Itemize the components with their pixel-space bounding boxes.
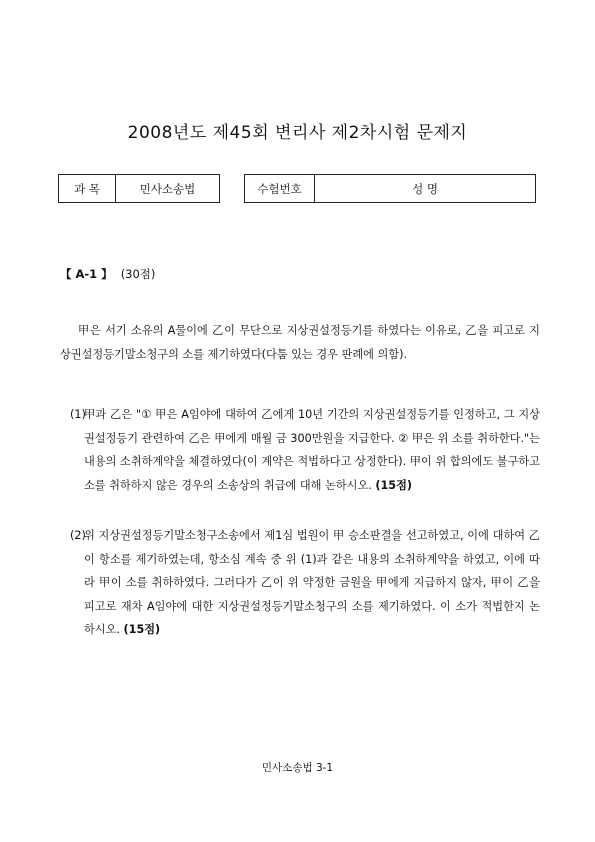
exam-number-label: 수험번호	[257, 181, 302, 196]
sub-question-2-text: 위 지상권설정등기말소청구소송에서 제1심 법원이 甲 승소판결을 선고하였고, 이에 대하여 乙이 항소를 제기하였는데, 항소심 계속 중 위 (1)과 같은 내용의 소취하계약을 하였고, 이에 따라 甲이 소를 취하하였다. 그러다가 乙이 위 약정한 금원을 甲에게 지급하지 않자, 甲이 乙을 피고로 재차 A임야에 대한 지상권설정등기말소청구의 소를 제기하였다. 이 소가 적법한지 논하시오.	[84, 529, 540, 636]
subject-value: 민사소송법	[115, 175, 219, 202]
sub-question-2-score: (15점)	[123, 623, 161, 636]
sub-question-1-score: (15점)	[375, 478, 412, 492]
subject-label: 과 목	[74, 181, 100, 196]
question-points: (30점)	[120, 267, 156, 281]
sub-question-2-body	[84, 524, 540, 642]
page-footer: 민사소송법 3-1	[261, 762, 334, 774]
sub-question-1	[60, 403, 540, 497]
subject-box	[58, 174, 220, 203]
name-field: 성 명	[314, 175, 535, 202]
exam-number-box	[244, 174, 536, 203]
sub-question-1-number: (1)	[70, 408, 86, 421]
question-label: 【 A-1 】	[60, 267, 113, 281]
sub-question-1-text: 甲과 乙은 "① 甲은 A임야에 대하여 乙에게 10년 기간의 지상권설정등기를 인정하고, 그 지상권설정등기 관련하여 乙은 甲에게 매월 금 300만원을 지급한다. ② 甲은 위 소를 취하한다."는 내용의 소취하계약을 체결하였다(이 계약은 적법하다고 상정한다). 甲이 위 합의에도 불구하고 소를 취하하지 않은 경우의 소송상의 취급에 대해 논하시오.	[84, 408, 540, 492]
page-title: 2008년도 제45회 변리사 제2차시험 문제지	[127, 123, 468, 143]
sub-question-2-number: (2)	[70, 529, 86, 542]
question-heading	[60, 266, 155, 282]
sub-question-2	[60, 524, 540, 642]
question-intro: 甲은 서기 소유의 A물이에 乙이 무단으로 지상권설정등기를 하였다는 이유로, 乙을 피고로 지상권설정등기말소청구의 소를 제기하였다(다툼 있는 경우 판례에 의함).	[60, 324, 540, 361]
sub-question-1-body	[84, 403, 540, 497]
